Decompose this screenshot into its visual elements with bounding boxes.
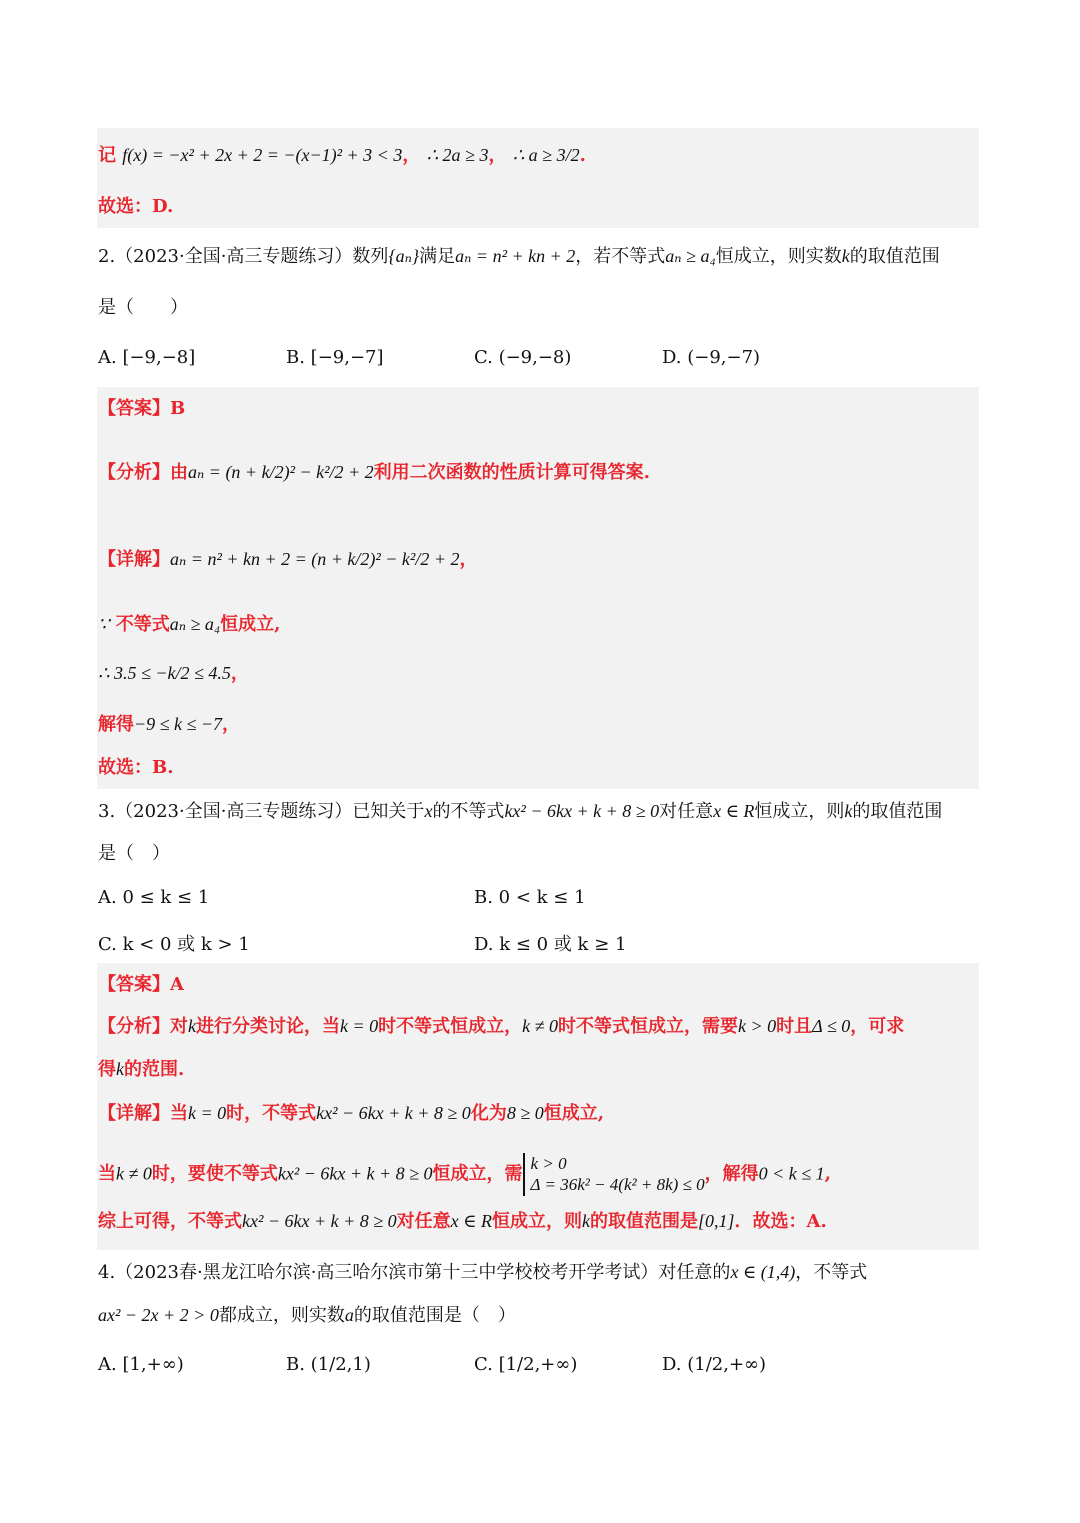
q3-option-a: A. 0 ≤ k ≤ 1 [98, 887, 210, 908]
q4-option-d: D. (1/2,+∞) [662, 1354, 767, 1375]
q2-stem: 2.（2023·全国·高三专题练习）数列{aₙ}满足aₙ = n² + kn + 2，若不等式aₙ ≥ a₄恒成立，则实数k的取值范围 [98, 246, 940, 267]
solution-box-prev [97, 128, 979, 228]
q2-choose: 故选：B. [98, 757, 174, 778]
q3-summary: 综上可得，不等式kx² − 6kx + k + 8 ≥ 0对任意x ∈ R恒成立，则k的取值范围是[0,1]．故选：A. [98, 1211, 827, 1232]
q2-solve: 解得−9 ≤ k ≤ −7， [98, 714, 241, 735]
q3-analysis-line2: 得k的范围. [98, 1059, 185, 1080]
q4-stem-line2: ax² − 2x + 2 > 0都成立，则实数a的取值范围是（ ） [98, 1305, 516, 1326]
q2-option-a: A. [−9,−8] [98, 347, 196, 368]
q2-therefore: ∴ 3.5 ≤ −k/2 ≤ 4.5， [98, 663, 249, 684]
q2-answer: 【答案】B [98, 398, 186, 419]
q4-option-a: A. [1,+∞) [98, 1354, 184, 1375]
q2-detail: 【详解】aₙ = n² + kn + 2 = (n + k/2)² − k²/2 + 2， [98, 549, 478, 570]
q3-option-b: B. 0 < k ≤ 1 [474, 887, 586, 908]
q3-case2: 当k ≠ 0时，要使不等式kx² − 6kx + k + 8 ≥ 0恒成立，需 k > 0 Δ = 36k² − 4(k² + 8k) ≤ 0 ，解得0 < k ≤ 1, [98, 1154, 831, 1195]
q2-analysis: 【分析】由aₙ = (n + k/2)² − k²/2 + 2利用二次函数的性质计算可得答案. [98, 462, 650, 483]
q3-option-c: C. k < 0 或 k > 1 [98, 934, 250, 955]
formula: ∴ 2a ≥ 3 [426, 145, 489, 165]
q2-stem-line2: 是（ ） [98, 297, 188, 318]
q3-answer: 【答案】A [98, 974, 184, 995]
q2-because: ∵ 不等式aₙ ≥ a₄恒成立, [98, 614, 281, 635]
q4-option-b: B. (1/2,1) [286, 1354, 371, 1375]
q2-option-b: B. [−9,−7] [286, 347, 384, 368]
q4-option-c: C. [1/2,+∞) [474, 1354, 578, 1375]
q3-analysis: 【分析】对k进行分类讨论，当k = 0时不等式恒成立，k ≠ 0时不等式恒成立，需要k > 0时且Δ ≤ 0，可求 [98, 1016, 905, 1037]
prev-line-2: 故选：D. [98, 196, 174, 217]
equation-system: k > 0 Δ = 36k² − 4(k² + 8k) ≤ 0 [523, 1153, 705, 1196]
q2-option-c: C. (−9,−8) [474, 347, 572, 368]
q3-option-d: D. k ≤ 0 或 k ≥ 1 [474, 934, 627, 955]
prev-line-1: 记 f(x) = −x² + 2x + 2 = −(x−1)² + 3 < 3， ∴ 2a ≥ 3， ∴ a ≥ 3/2. [98, 145, 586, 166]
q4-stem: 4.（2023春·黑龙江哈尔滨·高三哈尔滨市第十三中学校校考开学考试）对任意的x ∈ (1,4)，不等式 [98, 1262, 868, 1283]
q3-stem-line2: 是（ ） [98, 843, 170, 864]
q3-detail: 【详解】当k = 0时，不等式kx² − 6kx + k + 8 ≥ 0化为8 ≥ 0恒成立, [98, 1103, 604, 1124]
formula: ∴ a ≥ 3/2 [512, 145, 580, 165]
q2-option-d: D. (−9,−7) [662, 347, 761, 368]
formula: f(x) = −x² + 2x + 2 = −(x−1)² + 3 < 3 [122, 145, 403, 165]
q3-stem: 3.（2023·全国·高三专题练习）已知关于x的不等式kx² − 6kx + k + 8 ≥ 0对任意x ∈ R恒成立，则k的取值范围 [98, 801, 943, 822]
